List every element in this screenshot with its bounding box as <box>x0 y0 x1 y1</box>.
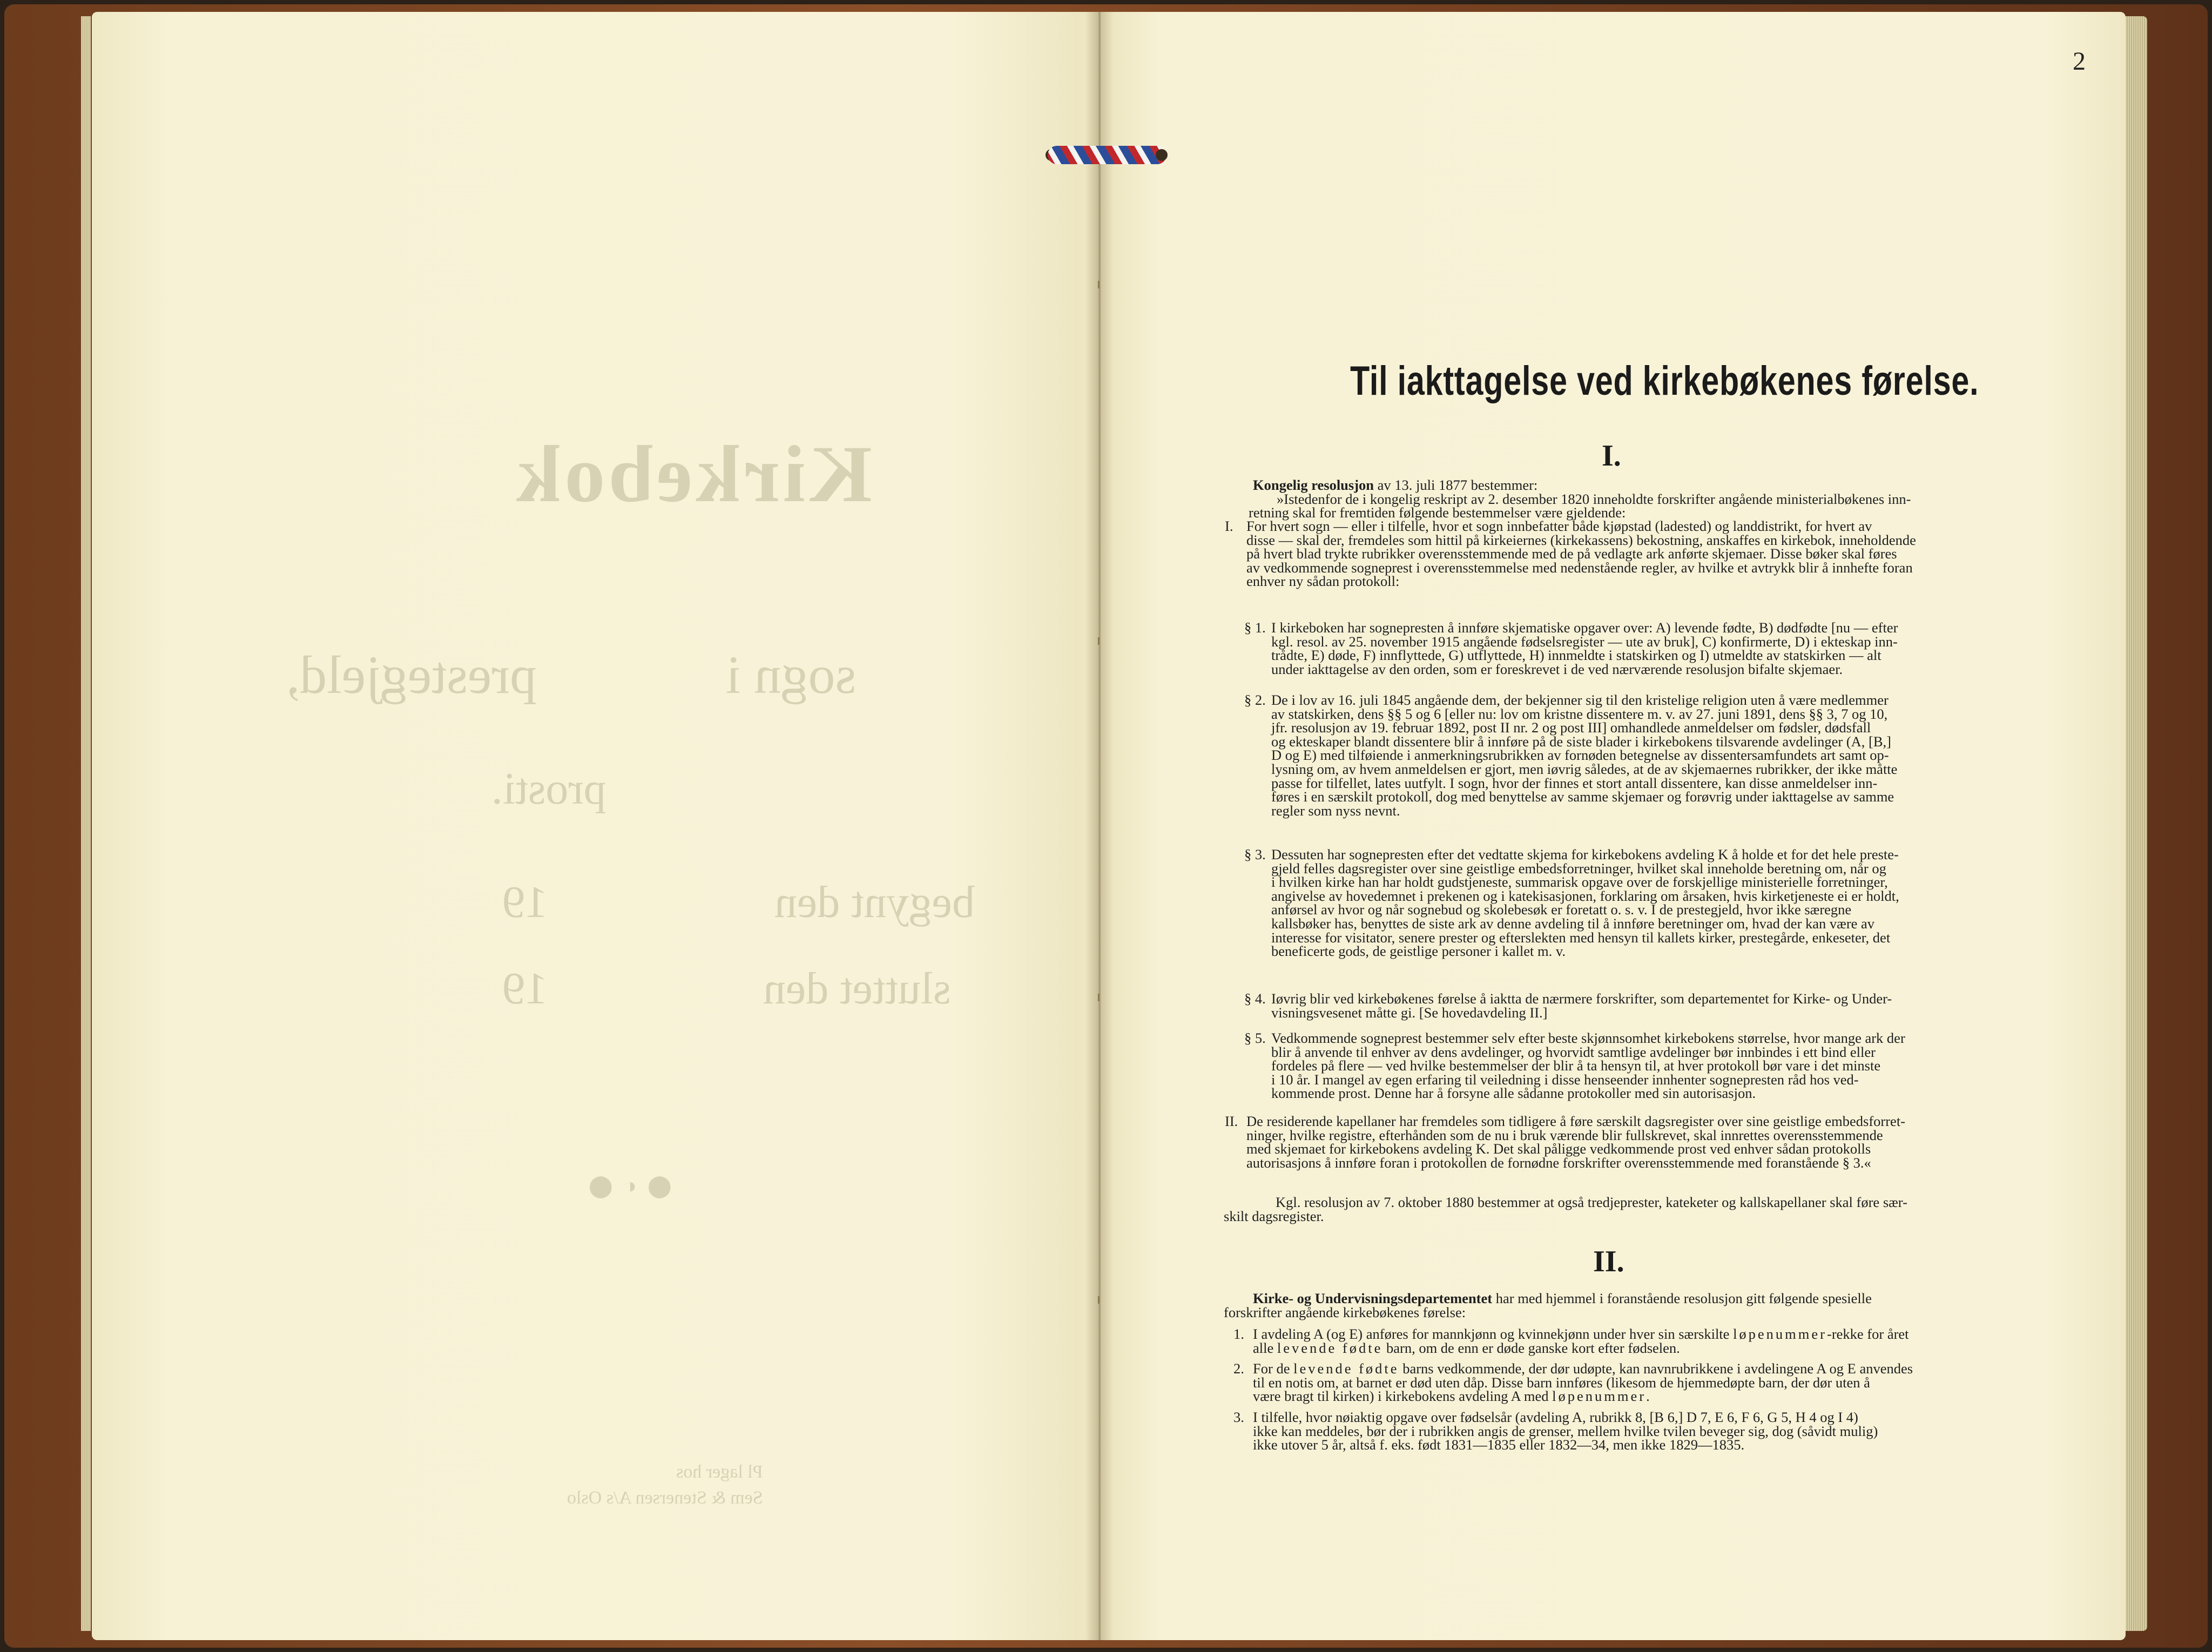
page-number: 2 <box>2073 47 2086 76</box>
show-through-line-sluttet: sluttet den 19 <box>502 963 951 1014</box>
paragraph-line: Vedkommende sogneprest bestemmer selv efter beste skjønnsomhet kirkebokens størrelse, hvor mange ark der <box>1271 1030 1905 1046</box>
page-title: Til iakttagelse ved kirkebøkenes førelse. <box>1350 358 1979 404</box>
section2-intro-lead: Kirke- og Undervisningsdepartementet <box>1253 1290 1493 1306</box>
gutter-stitch <box>1098 994 1100 1001</box>
paragraph-line: trådte, E) døde, F) innflyttede, G) utflyttede, H) innmeldte i statskirken og I) utmeldte av statskirken — alt <box>1271 647 1881 664</box>
item-I-line: disse — skal der, fremdeles som hittil på kirkeiernes (kirkekassens) bekostning, anskaffes en kirkebok, inneholdende <box>1246 531 1916 548</box>
item-II-line: med skjemaet for kirkebokens avdeling K. Det skal påligge vedkommende prost ved enhver sådan protokolls <box>1246 1141 1871 1157</box>
item-I-line: enhver ny sådan protokoll: <box>1246 573 1400 590</box>
section2-intro <box>1253 1292 1872 1305</box>
gutter-stitch <box>1098 281 1100 288</box>
paragraph-line: visningsvesenet måtte gi. [Se hovedavdeling II.] <box>1271 1004 1548 1021</box>
section2-item-line: I tilfelle, hvor nøiaktig opgave over fødselsår (avdeling A, rubrikk 8, [B 6,] D 7, E 6, F 6, G 5, H 4 og I 4) <box>1253 1409 1858 1425</box>
section2-item-label: 2. <box>1233 1360 1244 1377</box>
item-II-line: De residerende kapellaner har fremdeles som tidligere å føre særskilt dagsregister over sine geistlige embedsforret- <box>1246 1113 1906 1129</box>
item-II-label: II. <box>1225 1113 1238 1129</box>
item-I-label: I. <box>1225 518 1233 534</box>
paragraph-label: § 2. <box>1244 692 1266 708</box>
paragraph-line: fordeles på flere — ved hvilke bestemmelser der blir å ta hensyn til, at hver protokoll bør vare i det minste <box>1271 1057 1881 1074</box>
paragraph-label: § 4. <box>1244 990 1266 1007</box>
paragraph-line: interesse for visitator, senere prester og efterslekten med hensyn til kallets kirker, prestegårde, enkeseter, det <box>1271 929 1891 946</box>
section2-item-line: ikke utover 5 år, altså f. eks. født 1831—1835 eller 1832—34, men ikke 1829—1835. <box>1253 1437 1745 1453</box>
section2-item-line: være bragt til kirken) i kirkebokens avdeling A med løpenummer. <box>1253 1388 1650 1405</box>
paragraph-label: § 1. <box>1244 619 1266 636</box>
paragraph-line: kgl. resol. av 25. november 1915 angående fødselsregister — ute av bruk], C) konfirmerte, D) i ekteskap inn- <box>1271 633 1898 650</box>
paragraph-line: Iøvrig blir ved kirkebøkenes førelse å iaktta de nærmere forskrifter, som departementet for Kirke- og Under- <box>1271 990 1892 1007</box>
closing-line: Kgl. resolusjon av 7. oktober 1880 bestemmer at også tredjeprester, kateketer og kallskapellaner skal føre sær- <box>1276 1194 1907 1210</box>
show-through-line-prosti: prosti. <box>491 764 606 814</box>
left-page-edge <box>81 16 91 1631</box>
section2-item-line: For de levende fødte barns vedkommende, der dør udøpte, kan navnrubrikkene i avdelingene A og E anvendes <box>1253 1360 1913 1377</box>
paragraph-line: D og E) med tilføiende i anmerkningsrubrikken av fornøden betegnelse av dissentersamfundets art samt op- <box>1271 747 1889 764</box>
item-I-line: på hvert blad trykte rubrikker overensstemmende med de på vedlagte ark anførte skjemaer. Disse bøker skal føres <box>1246 545 1897 562</box>
show-through-stamp: ⬤ ◐ ⬤ <box>589 1174 672 1198</box>
paragraph-line: regler som nyss nevnt. <box>1271 802 1400 819</box>
paragraph-line: blir å anvende til enhver av dens avdelinger, og hvorvidt samtlige avdelinger bør innbindes i ett bind eller <box>1271 1043 1876 1060</box>
paragraph-line: kommende prost. Denne har å forsyne alle sådanne protokoller med sin autorisasjon. <box>1271 1085 1756 1102</box>
show-through-line-sogn: sogn i prestegjeld, <box>286 645 857 705</box>
book-gutter <box>1085 12 1114 1640</box>
intro-rest: av 13. juli 1877 bestemmer: <box>1374 477 1538 493</box>
paragraph-line: passe for tilfellet, lates uutfylt. I sogn, hvor der finnes et stort antall dissentere, kan disse anmeldelser inn- <box>1271 774 1878 791</box>
section2-item-label: 3. <box>1233 1409 1244 1425</box>
section2-intro-line2: forskrifter angående kirkebøkenes førelse: <box>1224 1304 1466 1320</box>
section2-item-line: alle levende fødte barn, om de enn er døde ganske kort efter fødselen. <box>1253 1339 1680 1356</box>
binding-thread <box>1048 146 1166 164</box>
paragraph-line: og ekteskaper blandt dissentere blir å innføre på de siste blader i kirkebokens tilsvarende avdelinger (A, [B,] <box>1271 733 1891 750</box>
paragraph-line: kallsbøker has, benyttes de siste ark av denne avdeling til å innføre beretninger om, hvad der kan være av <box>1271 915 1875 932</box>
paragraph-line: lysning om, av hvem anmeldelsen er gjort, men iøvrig således, at de av skjemaernes rubrikker, der ikke måtte <box>1271 761 1898 777</box>
paragraph-line: under iakttagelse av den orden, som er foreskrevet i de ved nærværende resolusjon bifalte skjemaer. <box>1271 660 1843 677</box>
paragraph-line: beneficerte gods, de geistlige personer i kallet m. v. <box>1271 943 1566 960</box>
paragraph-line: De i lov av 16. juli 1845 angående dem, der bekjenner sig til den kristelige religion uten å være medlemmer <box>1271 692 1889 708</box>
item-I-line: For hvert sogn — eller i tilfelle, hvor et sogn innbefatter både kjøpstad (ladested) og landdistrikt, for hvert av <box>1246 518 1872 534</box>
section1-line: »Istedenfor de i kongelig reskript av 2. desember 1820 inneholdte forskrifter angående ministerialbøkenes inn- <box>1277 491 1911 507</box>
paragraph-line: I kirkeboken har sognepresten å innføre skjematiske opgaver over: A) levende fødte, B) dødfødte [nu — efter <box>1271 619 1898 636</box>
section2-item-line: til en notis om, at barnet er død uten dåp. Disse barn innføres (likesom de hjemmedøpte barn, der dør uten å <box>1253 1374 1870 1391</box>
section1-intro <box>1253 478 1537 492</box>
paragraph-line: jfr. resolusjon av 19. februar 1892, post II nr. 2 og post III] omhandlede anmeldelser om fødsler, dødsfall <box>1271 719 1871 736</box>
item-I-line: av vedkommende sogneprest i overensstemmelse med nedenstående regler, av hvilke et avtrykk blir å innhefte foran <box>1246 559 1913 576</box>
gutter-stitch <box>1098 1296 1100 1304</box>
show-through-printer: Pl lager hos Sem & Stenersen A/s Oslo <box>567 1462 763 1508</box>
section2-item-line: I avdeling A (og E) anføres for mannkjønn og kvinnekjønn under hver sin særskilte løpenummer-rekke for året <box>1253 1326 1909 1342</box>
paragraph-line: gjeld felles dagsregister over sine geistlige embedsforretninger, hvilket skal inneholde beretning om, når og <box>1271 860 1886 876</box>
section2-item-line: ikke kan meddeles, bør der i rubrikken angis de grenser, mellem hvilke tvilen beveger sig, dog (såvidt mulig) <box>1253 1422 1878 1439</box>
item-II-line: ninger, hvilke registre, efterhånden som de nu i bruk værende blir fullskrevet, skal innrettes overensstemmende <box>1246 1127 1883 1143</box>
show-through-title: Kirkebok <box>513 429 872 519</box>
binding-hole <box>1156 149 1168 161</box>
right-page-edge <box>2126 16 2147 1631</box>
left-page <box>92 12 1100 1640</box>
section2-intro-rest: har med hjemmel i foranstående resolusjon gitt følgende spesielle <box>1492 1290 1872 1306</box>
item-II-line: autorisasjons å innføre foran i protokollen de fornødne forskrifter overensstemmende med foranstående § 3.« <box>1246 1154 1871 1171</box>
section2-item-label: 1. <box>1233 1326 1244 1342</box>
paragraph-line: føres i en særskilt protokoll, dog med benyttelse av samme skjemaer og forøvrig under iakttagelse av samme <box>1271 788 1894 805</box>
paragraph-line: angivelse av hovedemnet i prekenen og i katekisasjonen, forklaring om årsaken, hvis kirketjeneste ei er holdt, <box>1271 887 1899 904</box>
section-heading-2: II. <box>1593 1245 1624 1278</box>
gutter-stitch <box>1098 637 1100 645</box>
section-heading-1: I. <box>1602 439 1621 473</box>
show-through-line-begynt: begynt den 19 <box>502 877 975 927</box>
closing-line: skilt dagsregister. <box>1224 1208 1324 1224</box>
paragraph-line: i hvilken kirke han har holdt gudstjeneste, summarisk opgave over de forskjellige ministerielle forretninger, <box>1271 874 1888 891</box>
paragraph-line: av statskirken, dens §§ 5 og 6 [eller nu: lov om kristne dissentere m. v. av 27. juni 1891, dens §§ 3, 7 og 10, <box>1271 705 1888 722</box>
section1-line: retning skal for fremtiden følgende bestemmelser være gjeldende: <box>1249 504 1626 521</box>
paragraph-label: § 5. <box>1244 1030 1266 1046</box>
paragraph-line: i 10 år. I mangel av egen erfaring til veiledning i disse henseender innhenter sognepresten råd hos ved- <box>1271 1071 1859 1088</box>
paragraph-label: § 3. <box>1244 846 1266 862</box>
paragraph-line: anførsel av hvor og når sognebud og skolebesøk er foretatt o. s. v. I de prestegjeld, hvor ikke særegne <box>1271 901 1852 918</box>
paragraph-line: Dessuten har sognepresten efter det vedtatte skjema for kirkebokens avdeling K å holde et for det hele preste- <box>1271 846 1899 862</box>
intro-lead: Kongelig resolusjon <box>1253 477 1374 493</box>
